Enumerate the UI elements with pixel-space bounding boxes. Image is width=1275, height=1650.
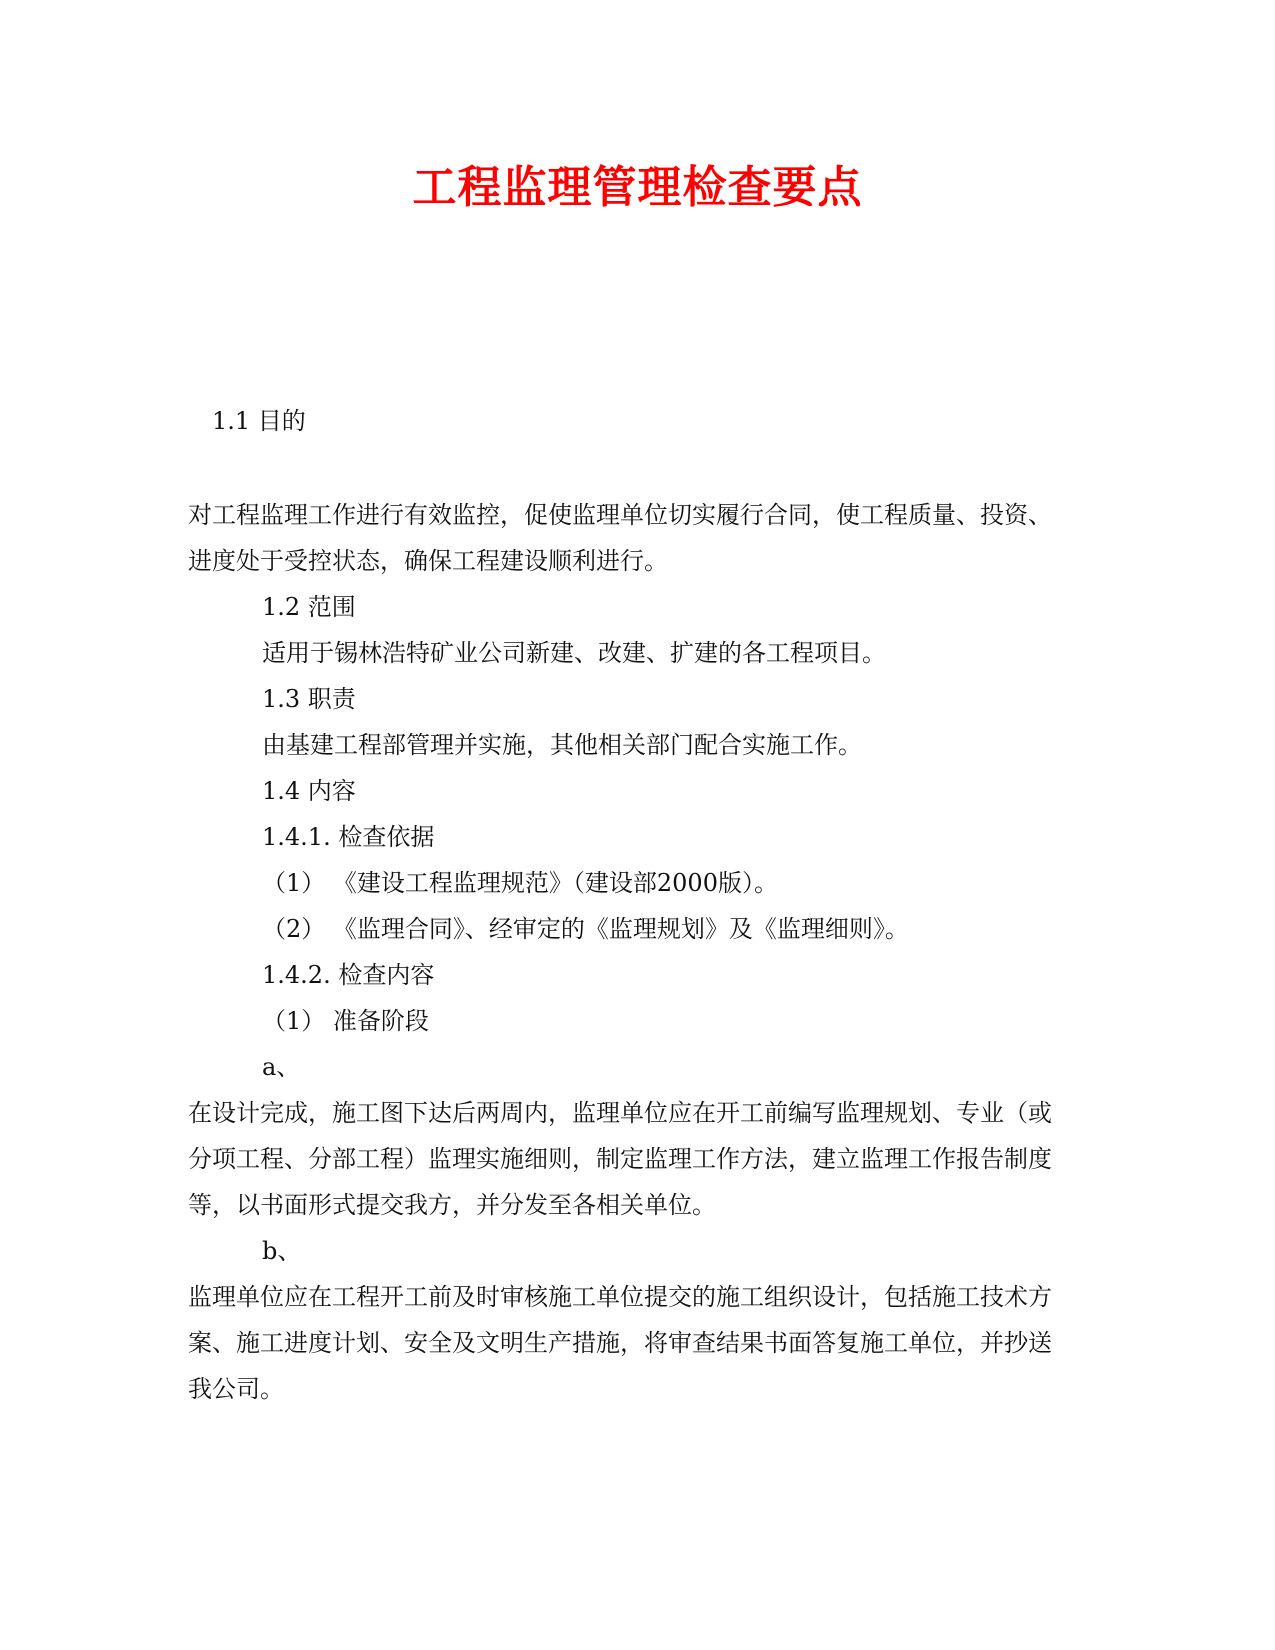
item-a-line-1: 在设计完成，施工图下达后两周内，监理单位应在开工前编写监理规划、专业（或 xyxy=(188,1099,1052,1127)
item-b-line-3: 我公司。 xyxy=(188,1375,284,1403)
section-heading-1-4-2: 1.4.2. 检查内容 xyxy=(262,961,435,989)
item-b-line-2: 案、施工进度计划、安全及文明生产措施，将审查结果书面答复施工单位，并抄送 xyxy=(188,1329,1052,1357)
section-heading-1-2: 1.2 范围 xyxy=(262,593,356,621)
basis-item-2: （2） 《监理合同》、经审定的《监理规划》及《监理细则》。 xyxy=(262,915,909,943)
item-b-label: b、 xyxy=(262,1237,302,1265)
section-heading-1-4-1: 1.4.1. 检查依据 xyxy=(262,823,435,851)
paragraph-purpose-line-2: 进度处于受控状态，确保工程建设顺利进行。 xyxy=(188,547,668,575)
item-a-line-3: 等，以书面形式提交我方，并分发至各相关单位。 xyxy=(188,1191,716,1219)
basis-item-1: （1） 《建设工程监理规范》（建设部2000版）。 xyxy=(262,869,778,897)
document-title: 工程监理管理检查要点 xyxy=(412,162,863,213)
item-b-line-1: 监理单位应在工程开工前及时审核施工单位提交的施工组织设计，包括施工技术方 xyxy=(188,1283,1052,1311)
paragraph-scope: 适用于锡林浩特矿业公司新建、改建、扩建的各工程项目。 xyxy=(262,639,886,667)
section-heading-1-3: 1.3 职责 xyxy=(262,685,356,713)
item-a-label: a、 xyxy=(262,1053,301,1081)
paragraph-duty: 由基建工程部管理并实施，其他相关部门配合实施工作。 xyxy=(262,731,862,759)
section-heading-1-4: 1.4 内容 xyxy=(262,777,356,805)
item-a-line-2: 分项工程、分部工程）监理实施细则，制定监理工作方法，建立监理工作报告制度 xyxy=(188,1145,1052,1173)
stage-heading-1: （1） 准备阶段 xyxy=(262,1007,429,1035)
paragraph-purpose-line-1: 对工程监理工作进行有效监控，促使监理单位切实履行合同，使工程质量、投资、 xyxy=(188,501,1052,529)
section-heading-1-1: 1.1 目的 xyxy=(212,407,306,435)
